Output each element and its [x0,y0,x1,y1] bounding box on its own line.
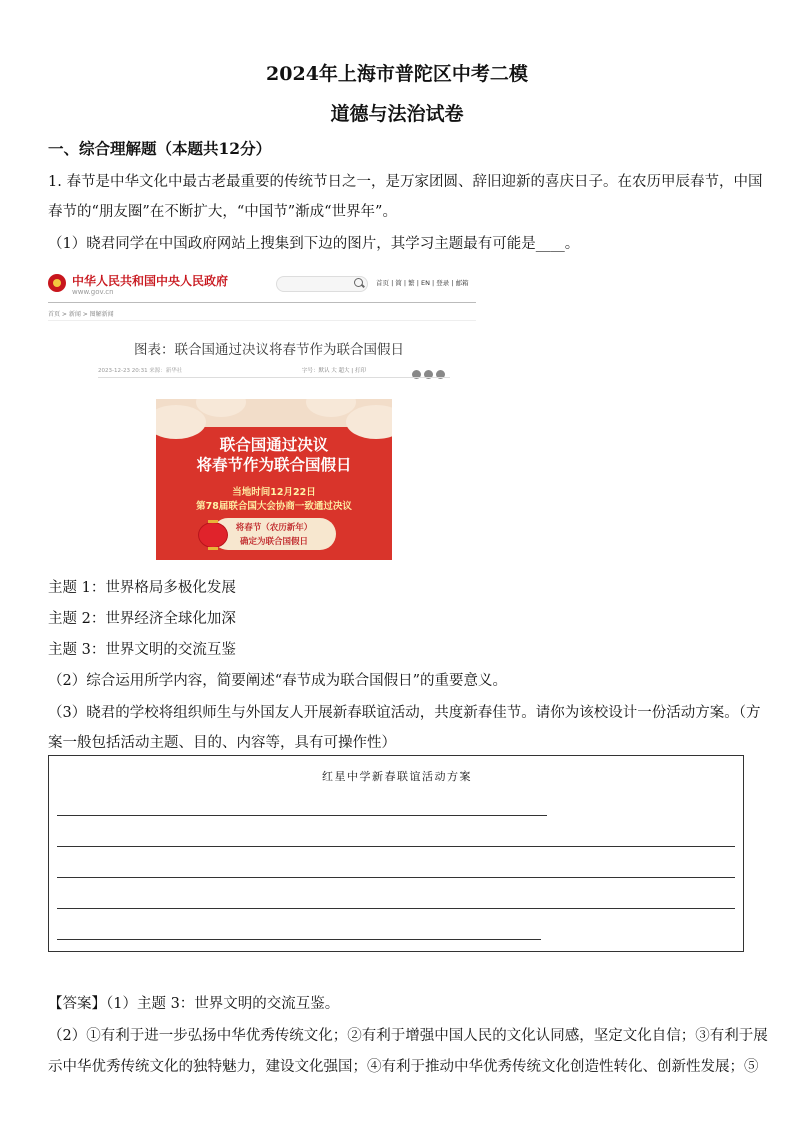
sub-question-2: （2）综合运用所学内容，简要阐述“春节成为联合国假日”的重要意义。 [48,673,508,689]
question-intro-line2: 春节的“朋友圈”在不断扩大，“中国节”渐成“世界年”。 [48,204,397,220]
sub-question-3-line1: （3）晓君的学校将组织师生与外国友人开展新春联谊活动，共度新春佳节。请你为该校设计一份活动方案。（方 [48,705,761,721]
article-tools: 字号：默认 大 超大 | 打印 [302,368,366,374]
theme-option-1: 主题 1：世界格局多极化发展 [48,580,236,596]
plan-title: 红星中学新春联谊活动方案 [322,770,472,783]
answer-line [57,877,735,878]
gov-site-url: www.gov.cn [72,288,114,296]
poster-title-line2: 将春节作为联合国假日 [196,456,352,474]
article-meta: 2023-12-23 20:31 来源：新华社 [98,368,183,374]
poster-title-line1: 联合国通过决议 [219,436,329,454]
gov-site-screenshot [48,266,476,566]
gov-header-divider [48,302,476,303]
answer-line [57,908,735,909]
poster-resolution-line: 第78届联合国大会协商一致通过决议 [196,501,352,512]
meta-divider [98,377,450,378]
answer-line-1: 【答案】（1）主题 3：世界文明的交流互鉴。 [48,996,340,1012]
exam-subtitle: 道德与法治试卷 [330,103,464,125]
search-icon [354,278,363,287]
sub-question-1: （1）晓君同学在中国政府网站上搜集到下边的图片，其学习主题最有可能是____。 [48,236,580,252]
poster-badge-line1: 将春节（农历新年） [235,523,313,533]
lantern-icon [198,522,228,548]
holiday-poster [156,399,392,560]
section-heading: 一、综合理解题（本题共12分） [48,139,272,158]
share-icons [412,364,448,383]
gov-breadcrumb: 首页 > 新闻 > 图解新闻 [48,311,114,318]
answer-line-2: （2）①有利于进一步弘扬中华优秀传统文化；②有利于增强中国人民的文化认同感，坚定文化自信；③有利于展 [48,1028,768,1044]
gov-site-name: 中华人民共和国中央人民政府 [72,274,229,288]
answer-line-3: 示中华优秀传统文化的独特魅力，建设文化强国；④有利于推动中华优秀传统文化创造性转化、创新性发展；⑤ [48,1059,759,1075]
poster-cloud-band [156,399,392,427]
breadcrumb-divider [48,320,476,321]
exam-title: 2024年上海市普陀区中考二模 [266,63,528,85]
sub-question-3-line2: 案一般包括活动主题、目的、内容等，具有可操作性） [48,735,396,751]
answer-line [57,846,735,847]
answer-line [57,939,541,940]
theme-option-3: 主题 3：世界文明的交流互鉴 [48,642,236,658]
answer-line [57,815,547,816]
gov-site-nav: 首页 | 简 | 繁 | EN | 登录 | 邮箱 [376,279,469,287]
national-emblem-icon [48,274,66,292]
poster-date-line: 当地时间12月22日 [232,487,316,498]
question-intro-line1: 1. 春节是中华文化中最古老最重要的传统节日之一，是万家团圆、辞旧迎新的喜庆日子。在农历甲辰春节，中国 [48,174,763,190]
theme-option-2: 主题 2：世界经济全球化加深 [48,611,236,627]
activity-plan-box [48,755,744,952]
poster-badge-line2: 确定为联合国假日 [239,537,308,547]
screenshot-caption: 图表：联合国通过决议将春节作为联合国假日 [134,342,404,358]
